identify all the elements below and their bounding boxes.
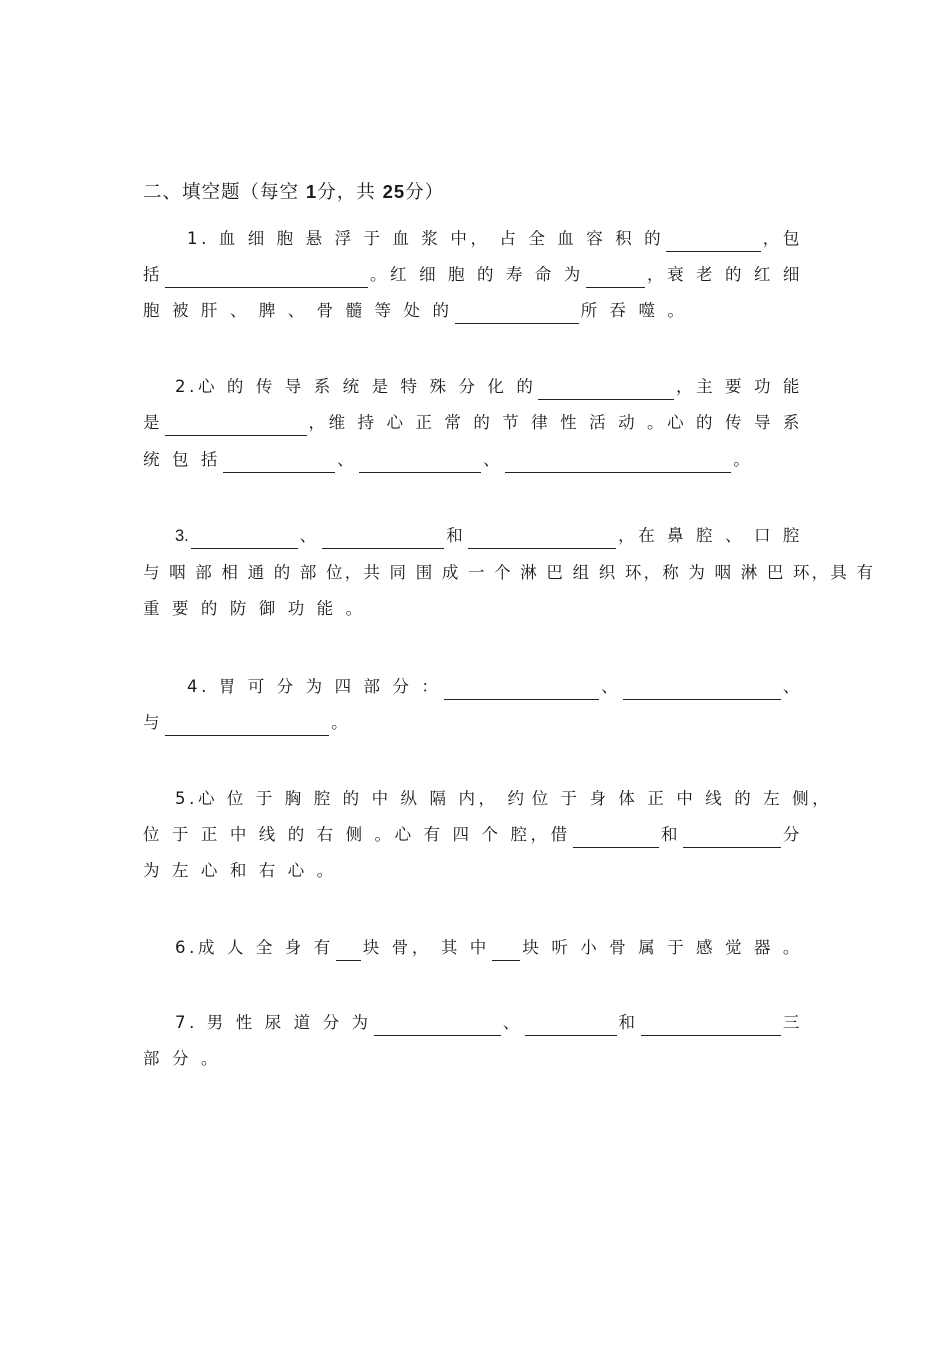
heading-points-per-blank: 1: [305, 181, 318, 202]
heading-text: 二、填空题（每空: [143, 182, 306, 203]
q2-text: 、: [337, 450, 358, 469]
q2-line-2: [143, 410, 803, 436]
q1-line-3: [143, 298, 803, 324]
q2-text: ，维 持 心 正 常 的 节 律 性 活 动 。心 的 传 导 系: [308, 413, 803, 432]
q2-blank-3[interactable]: [223, 454, 335, 473]
q4-blank-2[interactable]: [623, 681, 781, 700]
q3-text: 重 要 的 防 御 功 能 。: [143, 599, 366, 618]
q5-blank-3[interactable]: [683, 829, 781, 848]
q4-text: 。: [331, 713, 352, 732]
q5-blank-2[interactable]: [573, 829, 659, 848]
q3-text: 和: [446, 526, 467, 545]
section-heading: [143, 178, 444, 204]
q1-text: 所 吞 噬 。: [580, 301, 688, 320]
q1-blank-3[interactable]: [586, 269, 645, 288]
q7-text: 部 分 。: [143, 1049, 221, 1068]
q5-text: 和: [661, 825, 682, 844]
q2-text: ，: [675, 377, 697, 396]
q5-text: 分: [782, 825, 803, 844]
q1-blank-1[interactable]: [666, 233, 761, 252]
q5-text: 位 于 正 中 线 的 右 侧 。心 有 四 个 腔，借: [143, 825, 571, 844]
q6-text: 块 骨， 其 中: [362, 938, 490, 957]
q3-blank-3[interactable]: [468, 530, 616, 549]
q4-text: 、: [782, 677, 803, 696]
q6-text: 块 听 小 骨 属 于 感 觉 器 。: [522, 938, 803, 957]
q5-line-2: [143, 822, 803, 848]
q3-line-3: [143, 596, 803, 622]
q3-blank-2[interactable]: [322, 530, 444, 549]
q3-blank-1[interactable]: [191, 530, 298, 549]
q4-line-2: [143, 710, 803, 736]
q4-text: 4. 胃 可 分 为 四 部 分 ：: [187, 677, 442, 696]
q3-text: 、: [299, 526, 320, 545]
q1-blank-2[interactable]: [165, 269, 368, 288]
q3-text: 3.: [175, 527, 189, 545]
q2-line-3: [143, 447, 803, 473]
q7-blank-2[interactable]: [525, 1017, 617, 1036]
q2-line-1: [143, 374, 803, 400]
q3-line-2: [143, 560, 876, 586]
q4-blank-1[interactable]: [444, 681, 600, 700]
q1-line-2: [143, 262, 803, 288]
q7-text: 三: [782, 1013, 803, 1032]
q7-text: 7. 男 性 尿 道 分 为: [175, 1013, 372, 1032]
q7-text: 和: [618, 1013, 639, 1032]
q2-blank-2[interactable]: [165, 417, 306, 436]
q1-text: ，衰 老 的 红 细: [647, 265, 803, 284]
q2-text: 是: [143, 413, 164, 432]
q3-text: ，在 鼻 腔 、 口 腔: [618, 526, 803, 545]
q7-blank-3[interactable]: [641, 1017, 781, 1036]
q6-text: 6.成 人 全 身 有: [175, 938, 334, 957]
q1-text: 胞 被 肝 、 脾 、 骨 髓 等 处 的: [143, 301, 453, 320]
q2-blank-1[interactable]: [538, 381, 674, 400]
q5-line-3: [143, 858, 803, 884]
q4-blank-3[interactable]: [165, 717, 329, 736]
q4-text: 与: [143, 713, 164, 732]
q5-text: 位 于 身 体 正 中 线 的 左 侧，: [531, 789, 833, 808]
q1-text: 包: [782, 229, 803, 248]
q2-text: 、: [483, 450, 504, 469]
q4-text: 、: [601, 677, 622, 696]
heading-total-points: 25: [382, 181, 406, 202]
q1-text: 1. 血 细 胞 悬 浮 于 血 浆 中， 占 全 血 容 积 的: [187, 229, 665, 248]
q1-text: 。红 细 胞 的 寿 命 为: [370, 265, 584, 284]
q2-text: 主 要 功 能: [696, 377, 803, 396]
q1-text: 括: [143, 265, 164, 284]
q2-blank-4[interactable]: [359, 454, 481, 473]
q6-blank-2[interactable]: [492, 942, 521, 961]
q2-text: 统 包 括: [143, 450, 221, 469]
q1-text: ，: [762, 229, 783, 248]
q2-text: 。: [733, 450, 754, 469]
q3-text: 与 咽 部 相 通 的 部 位，共 同 围 成 一 个 淋 巴 组 织 环，称 为 咽 淋 巴 环，具 有: [143, 563, 876, 582]
q2-blank-5[interactable]: [505, 454, 731, 473]
q3-line-1: [143, 523, 803, 549]
q5-text: 5.心 位 于 胸 腔 的 中 纵 隔 内， 约: [175, 789, 528, 808]
q2-text: 2.心 的 传 导 系 统 是 特 殊 分 化 的: [175, 377, 537, 396]
q6-blank-1[interactable]: [336, 942, 361, 961]
q7-blank-1[interactable]: [374, 1017, 501, 1036]
q6-line-1: [143, 935, 803, 961]
q1-line-1: [143, 226, 803, 252]
q5-text: 为 左 心 和 右 心 。: [143, 861, 337, 880]
heading-text: 分，共: [317, 182, 383, 203]
q7-line-2: [143, 1046, 803, 1072]
q7-text: 、: [502, 1013, 523, 1032]
q7-line-1: [143, 1010, 803, 1036]
q5-line-1: [143, 786, 833, 812]
q1-blank-4[interactable]: [455, 305, 579, 324]
heading-text: 分）: [405, 182, 445, 203]
q4-line-1: [143, 674, 803, 700]
